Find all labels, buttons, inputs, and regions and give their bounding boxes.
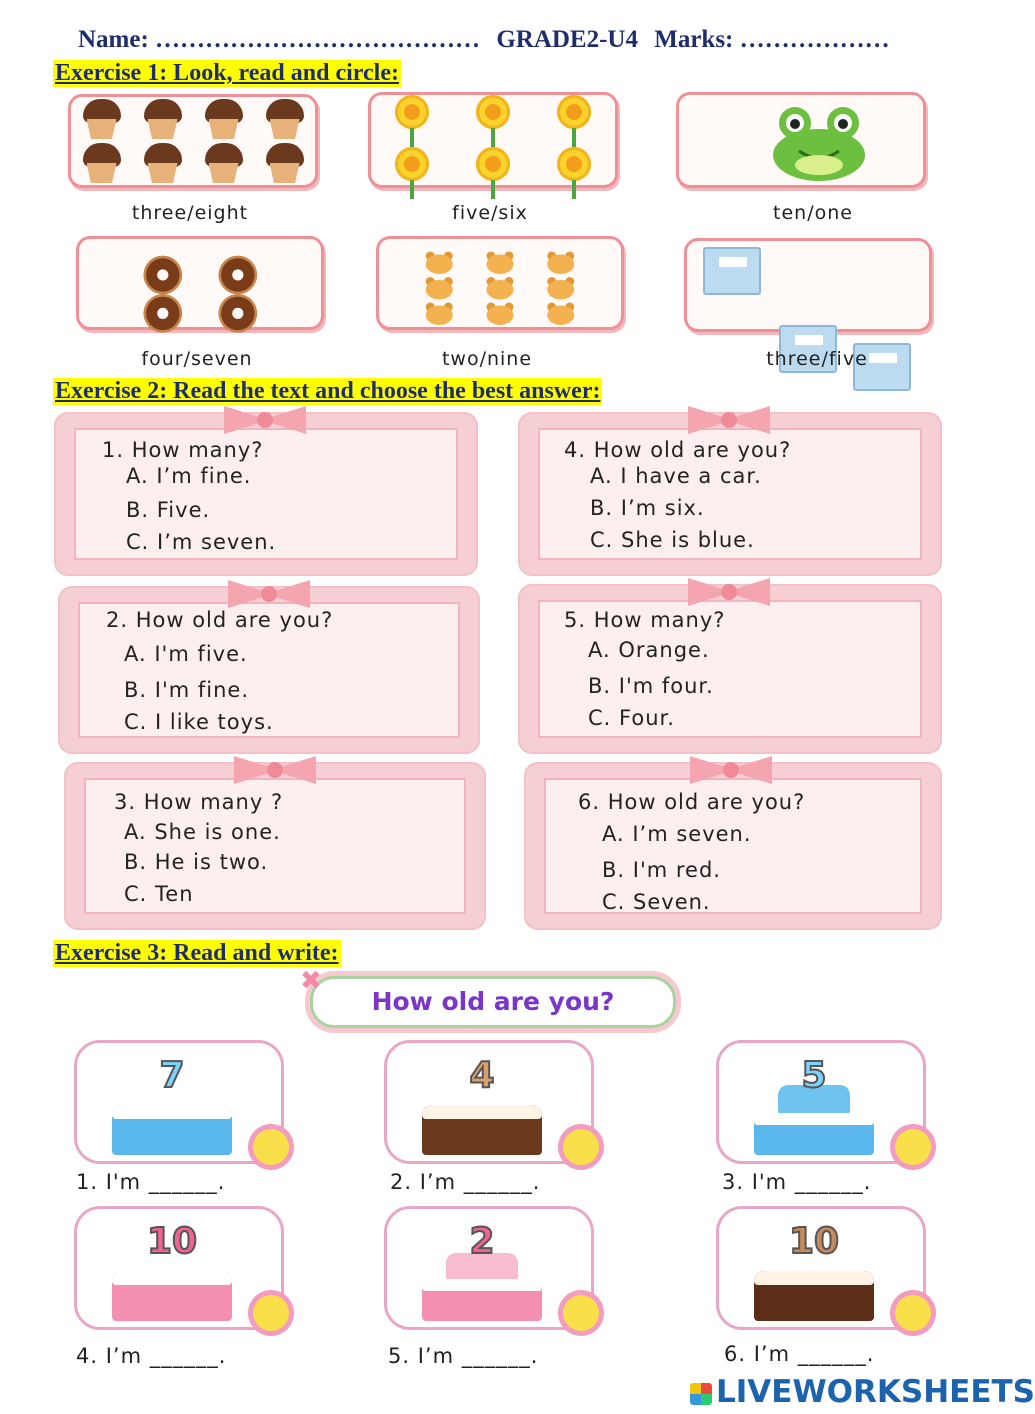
cake-card-4 <box>74 1206 284 1330</box>
marks-field[interactable]: Marks: ……………… <box>654 26 890 53</box>
smiley-flower-icon <box>895 1295 931 1331</box>
choice-3[interactable]: ten/one <box>773 202 853 224</box>
cupcakes-picture <box>68 94 318 188</box>
question-card-2 <box>58 586 480 754</box>
question-5-option-b[interactable]: B. I'm four. <box>588 674 714 698</box>
cupcake-icon <box>203 99 245 139</box>
bear-icon <box>544 301 577 327</box>
cake-card-5 <box>384 1206 594 1330</box>
smiley-flower-icon <box>563 1295 599 1331</box>
sunflower-icon <box>555 95 593 147</box>
cupcake-icon <box>264 143 306 183</box>
bow-icon <box>230 752 320 792</box>
banner-how-old: How old are you? <box>310 976 676 1028</box>
logo-text: LIVEWORKSHEETS <box>716 1374 1035 1410</box>
question-2-option-c[interactable]: C. I like toys. <box>124 710 274 734</box>
cake-number: 10 <box>788 1221 840 1262</box>
question-1-option-c[interactable]: C. I’m seven. <box>126 530 277 554</box>
question-2-option-a[interactable]: A. I'm five. <box>124 642 248 666</box>
cupcake-icon <box>264 99 306 139</box>
question-5-text: 5. How many? <box>564 608 726 632</box>
cupcake-icon <box>142 99 184 139</box>
write-prompt-4[interactable]: 4. I’m ______. <box>76 1344 227 1368</box>
cake-number: 2 <box>469 1221 495 1262</box>
question-3-option-c[interactable]: C. Ten <box>124 882 194 906</box>
cupcake-icon <box>203 143 245 183</box>
exercise-2-title: Exercise 2: Read the text and choose the best answer: <box>55 378 601 404</box>
name-field[interactable]: Name: ………………………………… <box>78 26 481 53</box>
donut-icon <box>218 294 256 332</box>
blue-cake-icon <box>102 1055 242 1157</box>
cake-number: 7 <box>159 1055 185 1096</box>
question-6-option-c[interactable]: C. Seven. <box>602 890 711 914</box>
cake-card-3 <box>716 1040 926 1164</box>
write-prompt-3[interactable]: 3. I'm ______. <box>722 1170 872 1194</box>
question-4-option-c[interactable]: C. She is blue. <box>590 528 755 552</box>
question-1-text: 1. How many? <box>102 438 264 462</box>
sunflower-icon <box>555 147 593 199</box>
question-3-option-b[interactable]: B. He is two. <box>124 850 269 874</box>
question-card-5 <box>518 584 942 754</box>
sunflower-icon <box>393 147 431 199</box>
cake-card-6 <box>716 1206 926 1330</box>
donuts-picture <box>76 236 324 330</box>
frog-icon <box>759 103 879 183</box>
question-4-option-a[interactable]: A. I have a car. <box>590 464 762 488</box>
question-card-4 <box>518 412 942 576</box>
bear-icon <box>483 250 516 276</box>
frog-picture <box>676 92 926 188</box>
write-prompt-6[interactable]: 6. I’m ______. <box>724 1342 875 1366</box>
cupcake-icon <box>81 99 123 139</box>
cake-card-2 <box>384 1040 594 1164</box>
bear-icon <box>423 276 456 302</box>
question-card-6 <box>524 762 942 930</box>
bow-icon <box>686 752 776 792</box>
smiley-flower-icon <box>253 1295 289 1331</box>
question-6-option-a[interactable]: A. I’m seven. <box>602 822 752 846</box>
bear-icon <box>483 301 516 327</box>
liveworksheets-logo[interactable] <box>690 1374 1035 1410</box>
question-3-text: 3. How many ? <box>114 790 284 814</box>
grade-label: GRADE2-U4 <box>496 26 638 53</box>
chocolate-cake-icon <box>744 1221 884 1323</box>
pink-tiered-cake-icon <box>412 1221 552 1323</box>
sunflower-icon <box>474 95 512 147</box>
question-6-option-b[interactable]: B. I'm red. <box>602 858 721 882</box>
sunflower-icon <box>393 95 431 147</box>
sunflowers-picture <box>368 92 618 188</box>
cupcake-icon <box>142 143 184 183</box>
cupcake-icon <box>81 143 123 183</box>
worksheet-header <box>78 26 958 54</box>
choice-1[interactable]: three/eight <box>131 202 249 224</box>
question-4-text: 4. How old are you? <box>564 438 792 462</box>
bear-icon <box>544 250 577 276</box>
smiley-flower-icon <box>895 1129 931 1165</box>
question-4-option-b[interactable]: B. I’m six. <box>590 496 705 520</box>
choice-5[interactable]: two/nine <box>441 348 533 370</box>
cake-card-1 <box>74 1040 284 1164</box>
question-2-text: 2. How old are you? <box>106 608 334 632</box>
bear-icon <box>423 301 456 327</box>
decorative-x-icon: ✖ <box>300 966 322 996</box>
choice-6[interactable]: three/five <box>766 348 868 370</box>
pink-cake-icon <box>102 1221 242 1323</box>
sunflower-icon <box>474 147 512 199</box>
choice-4[interactable]: four/seven <box>141 348 253 370</box>
question-5-option-c[interactable]: C. Four. <box>588 706 675 730</box>
donut-icon <box>143 256 181 294</box>
question-card-1 <box>54 412 478 576</box>
choice-2[interactable]: five/six <box>452 202 528 224</box>
question-6-text: 6. How old are you? <box>578 790 806 814</box>
write-prompt-2[interactable]: 2. I’m ______. <box>390 1170 541 1194</box>
question-3-option-a[interactable]: A. She is one. <box>124 820 281 844</box>
exercise-1-title: Exercise 1: Look, read and circle: <box>55 60 399 86</box>
write-prompt-1[interactable]: 1. I'm ______. <box>76 1170 226 1194</box>
notebooks-picture <box>684 238 932 332</box>
cake-number: 10 <box>146 1221 198 1262</box>
question-card-3 <box>64 762 486 930</box>
cake-number: 4 <box>469 1055 495 1096</box>
donut-icon <box>218 256 256 294</box>
liveworksheets-icon <box>690 1383 712 1405</box>
bow-icon <box>684 402 774 442</box>
smiley-flower-icon <box>253 1129 289 1165</box>
notebook-icon <box>703 247 761 295</box>
bear-icon <box>544 276 577 302</box>
question-1-option-a[interactable]: A. I’m fine. <box>126 464 252 488</box>
bears-picture <box>376 236 624 330</box>
question-5-option-a[interactable]: A. Orange. <box>588 638 710 662</box>
write-prompt-5[interactable]: 5. I’m ______. <box>388 1344 539 1368</box>
chocolate-cake-icon <box>412 1055 552 1157</box>
question-2-option-b[interactable]: B. I'm fine. <box>124 678 249 702</box>
bear-icon <box>483 276 516 302</box>
bear-icon <box>423 250 456 276</box>
exercise-3-title: Exercise 3: Read and write: <box>55 940 339 966</box>
question-1-option-b[interactable]: B. Five. <box>126 498 211 522</box>
blue-tiered-cake-icon <box>744 1055 884 1157</box>
smiley-flower-icon <box>563 1129 599 1165</box>
bow-icon <box>220 402 310 442</box>
cake-number: 5 <box>801 1055 827 1096</box>
donut-icon <box>143 294 181 332</box>
